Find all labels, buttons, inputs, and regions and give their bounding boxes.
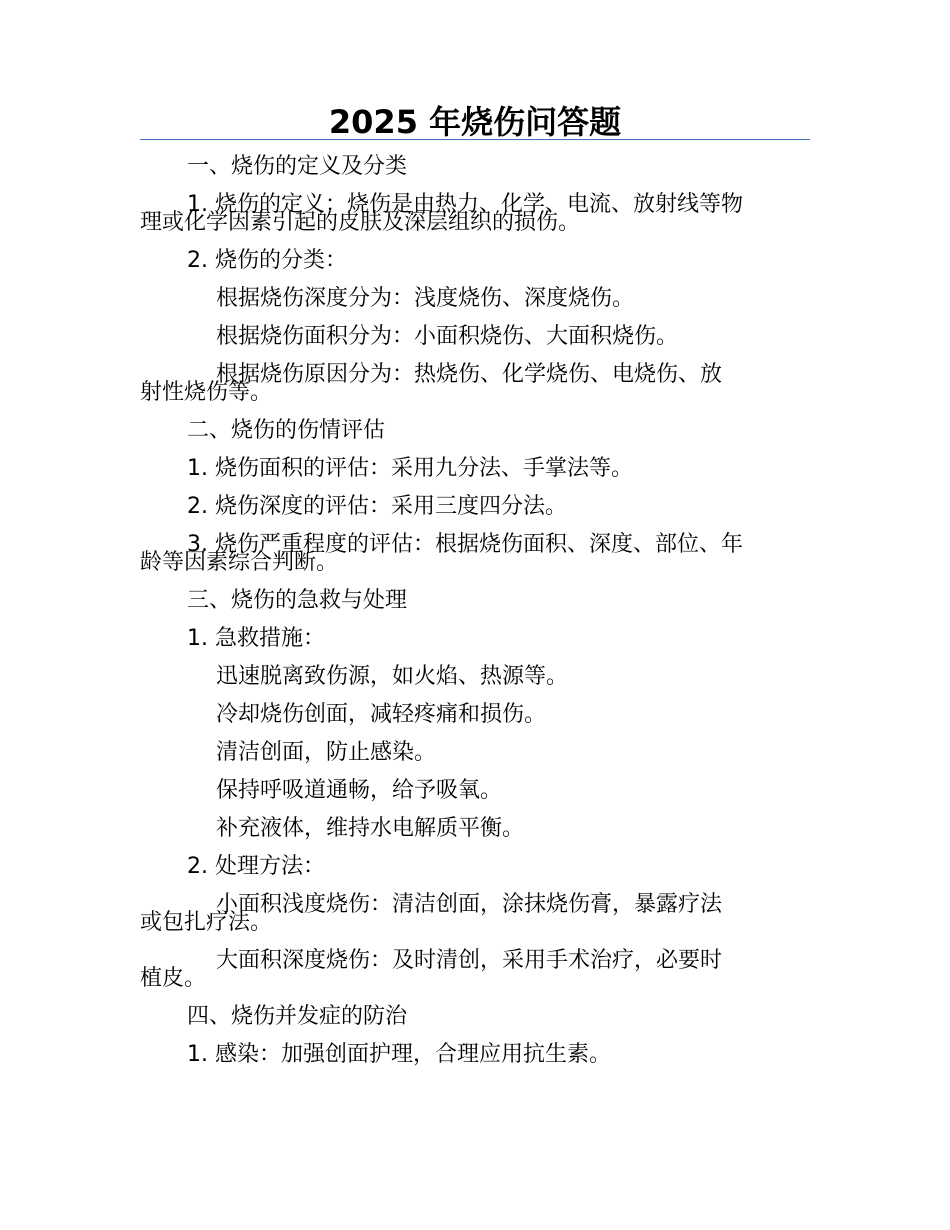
paragraph-line: 或包扎疗法。 bbox=[140, 910, 273, 935]
paragraph bbox=[140, 1005, 810, 1029]
paragraph-line: 1. 感染：加强创面护理，合理应用抗生素。 bbox=[187, 1042, 611, 1067]
paragraph-line: 根据烧伤原因分为：热烧伤、化学烧伤、电烧伤、放 bbox=[216, 362, 723, 387]
paragraph-line: 理或化学因素引起的皮肤及深层组织的损伤。 bbox=[140, 210, 581, 235]
document-title: 2025 年烧伤问答题 bbox=[328, 103, 622, 141]
paragraph bbox=[140, 627, 810, 651]
paragraph bbox=[140, 325, 810, 349]
paragraph-line: 清洁创面，防止感染。 bbox=[216, 740, 437, 765]
paragraph bbox=[140, 533, 810, 575]
paragraph-line: 补充液体，维持水电解质平衡。 bbox=[216, 816, 525, 841]
paragraph-line: 1. 烧伤面积的评估：采用九分法、手掌法等。 bbox=[187, 456, 633, 481]
paragraph bbox=[140, 1043, 810, 1067]
paragraph-line: 冷却烧伤创面，减轻疼痛和损伤。 bbox=[216, 702, 547, 727]
paragraph-line: 二、烧伤的伤情评估 bbox=[187, 418, 386, 443]
paragraph bbox=[140, 949, 810, 991]
paragraph-line: 大面积深度烧伤：及时清创，采用手术治疗，必要时 bbox=[216, 948, 723, 973]
paragraph bbox=[140, 287, 810, 311]
paragraph bbox=[140, 779, 810, 803]
paragraph-line: 2. 处理方法： bbox=[187, 854, 325, 879]
paragraph-line: 一、烧伤的定义及分类 bbox=[187, 154, 408, 179]
paragraph-line: 2. 烧伤的分类： bbox=[187, 248, 347, 273]
paragraph bbox=[140, 495, 810, 519]
paragraph bbox=[140, 589, 810, 613]
paragraph-line: 1. 急救措施： bbox=[187, 626, 325, 651]
paragraph-line: 龄等因素综合判断。 bbox=[140, 550, 339, 575]
paragraph-line: 3. 烧伤严重程度的评估：根据烧伤面积、深度、部位、年 bbox=[187, 532, 743, 557]
paragraph bbox=[140, 665, 810, 689]
paragraph bbox=[140, 193, 810, 235]
paragraph bbox=[140, 155, 810, 179]
paragraph bbox=[140, 249, 810, 273]
paragraph-line: 2. 烧伤深度的评估：采用三度四分法。 bbox=[187, 494, 567, 519]
paragraph bbox=[140, 703, 810, 727]
paragraph bbox=[140, 855, 810, 879]
paragraph-line: 小面积浅度烧伤：清洁创面，涂抹烧伤膏，暴露疗法 bbox=[216, 892, 723, 917]
paragraph-line: 射性烧伤等。 bbox=[140, 380, 273, 405]
paragraph bbox=[140, 419, 810, 443]
paragraph-line: 三、烧伤的急救与处理 bbox=[187, 588, 408, 613]
paragraph bbox=[140, 457, 810, 481]
paragraph bbox=[140, 363, 810, 405]
paragraph-line: 根据烧伤面积分为：小面积烧伤、大面积烧伤。 bbox=[216, 324, 679, 349]
paragraph bbox=[140, 741, 810, 765]
paragraph-line: 四、烧伤并发症的防治 bbox=[187, 1004, 408, 1029]
document-body bbox=[140, 155, 810, 1081]
title-underline bbox=[140, 139, 810, 140]
paragraph-line: 根据烧伤深度分为：浅度烧伤、深度烧伤。 bbox=[216, 286, 635, 311]
paragraph bbox=[140, 817, 810, 841]
paragraph bbox=[140, 893, 810, 935]
paragraph-line: 植皮。 bbox=[140, 966, 207, 991]
paragraph-line: 1. 烧伤的定义：烧伤是由热力、化学、电流、放射线等物 bbox=[187, 192, 743, 217]
paragraph-line: 迅速脱离致伤源，如火焰、热源等。 bbox=[216, 664, 569, 689]
paragraph-line: 保持呼吸道通畅，给予吸氧。 bbox=[216, 778, 503, 803]
